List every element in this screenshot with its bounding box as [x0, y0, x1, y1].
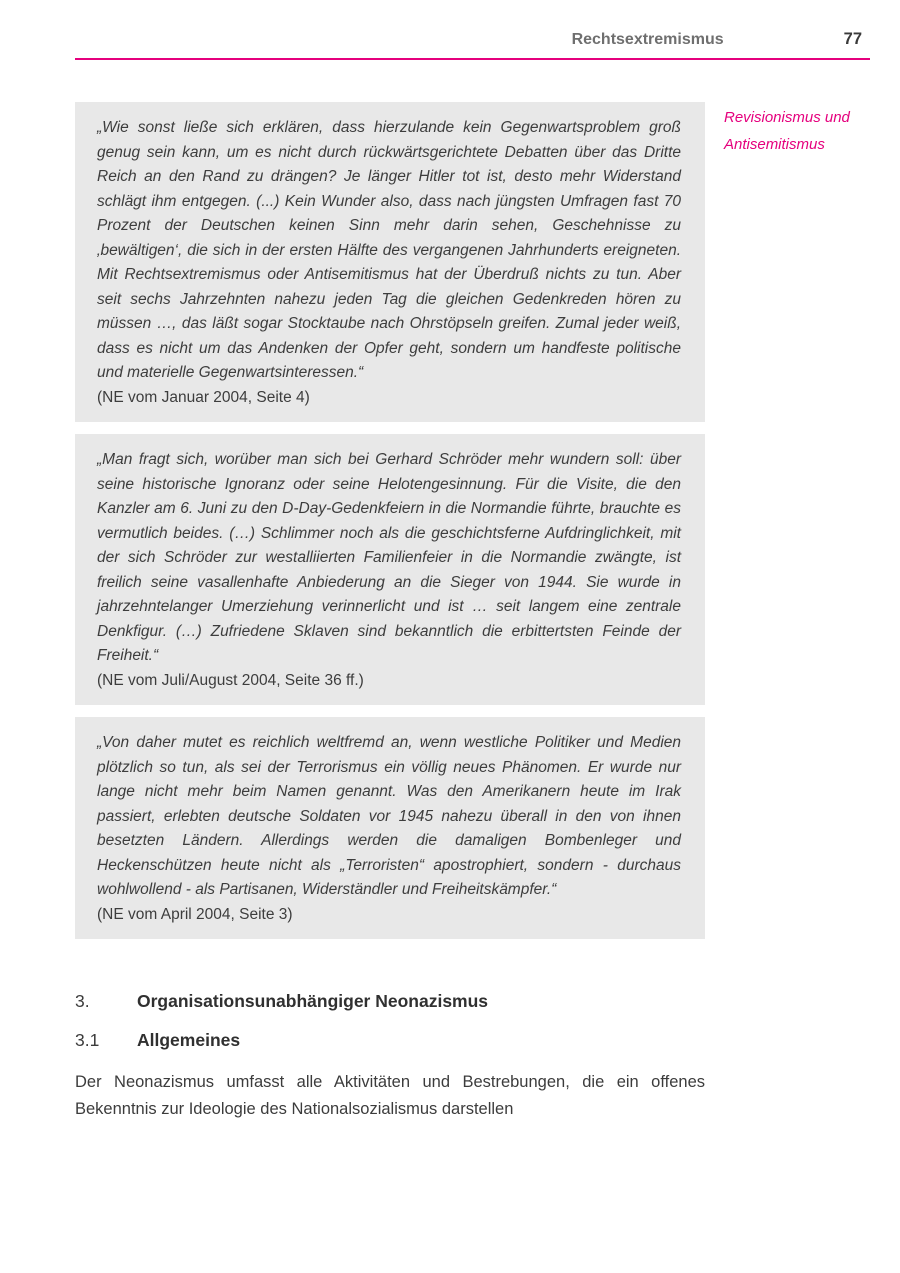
quote-block-3	[75, 717, 705, 939]
quote-citation-3: (NE vom April 2004, Seite 3)	[97, 905, 293, 923]
section-heading-3	[75, 991, 705, 1012]
page-number: 77	[843, 30, 862, 48]
quote-citation-2: (NE vom Juli/August 2004, Seite 36 ff.)	[97, 671, 364, 689]
section-number: 3.	[75, 991, 90, 1011]
quote-text-1: „Wie sonst ließe sich erklären, dass hierzulande kein Gegenwartsproblem groß genug sein kann, um es nicht durch rückwärtsgerichtete Debatten über das Dritte Reich an den Rand zu drängen? Je länger Hitler tot ist, desto mehr Widerstand schlägt ihm entgegen. (...) Kein Wunder also, dass nach jüngsten Umfragen fast 70 Prozent der Deutschen keinen Sinn mehr darin sehen, Geschehnisse zu ‚bewältigen‘, die sich in der ersten Hälfte des vergangenen Jahrhunderts ereigneten. Mit Rechtsextremismus oder Antisemitismus hat der Überdruß nichts zu tun. Aber seit sechs Jahrzehnten nahezu jeden Tag die gleichen Gedenkreden hören zu müssen …, das läßt sogar Stocktaube nach Ohrstöpseln greifen. Zumal jeder weiß, dass es nicht um das Andenken der Opfer geht, sondern um handfeste politische und materielle Gegenwartsinteressen.“	[97, 119, 681, 381]
section-title: Organisationsunabhängiger Neonazismus	[137, 991, 489, 1011]
margin-note	[724, 104, 889, 158]
quote-block-2	[75, 434, 705, 705]
quote-text-3: „Von daher mutet es reichlich weltfremd an, wenn westliche Politiker und Medien plötzlich so tun, als sei der Terrorismus ein völlig neues Phänomen. Er wurde nur lange nicht mehr beim Namen genannt. Was den Amerikanern heute im Irak passiert, erlebten deutsche Soldaten vor 1945 nahezu überall in den von ihnen besetzten Ländern. Allerdings werden die damaligen Bombenleger und Heckenschützen heute nicht als „Terroristen“ apostrophiert, sondern - durchaus wohlwollend - als Partisanen, Widerständler und Freiheitskämpfer.“	[97, 734, 681, 898]
quote-block-1	[75, 102, 705, 422]
quote-citation-1: (NE vom Januar 2004, Seite 4)	[97, 388, 310, 406]
running-header-title: Rechtsextremismus	[571, 31, 724, 48]
page-content	[75, 60, 705, 1123]
page-header	[75, 0, 870, 60]
body-paragraph: Der Neonazismus umfasst alle Aktivitäten und Bestrebungen, die ein offenes Bekenntnis zur Ideologie des Nationalsozialismus darstellen	[75, 1073, 705, 1118]
section-heading-3-1	[75, 1030, 705, 1051]
section-number: 3.1	[75, 1030, 100, 1050]
section-title: Allgemeines	[137, 1030, 241, 1050]
margin-note-line1: Revisionismus und	[724, 109, 850, 126]
quote-text-2: „Man fragt sich, worüber man sich bei Gerhard Schröder mehr wundern soll: über seine historische Ignoranz oder seine Helotengesinnung. Für die Visite, die den Kanzler am 6. Juni zu den D-Day-Gedenkfeiern in die Normandie führte, brauchte es vermutlich beides. (…) Schlimmer noch als die geschichtsferne Aufdringlichkeit, mit der sich Schröder zur westalliierten Familienfeier in die Normandie zwängte, ist freilich seine vasallenhafte Anbiederung an die Sieger von 1944. Sie wurde in jahrzehntelanger Umerziehung verinnerlicht und ist … seit langem eine zentrale Denkfigur. (…) Zufriedene Sklaven sind bekanntlich die erbittertsten Feinde der Freiheit.“	[97, 451, 681, 664]
margin-note-line2: Antisemitismus	[724, 136, 825, 153]
